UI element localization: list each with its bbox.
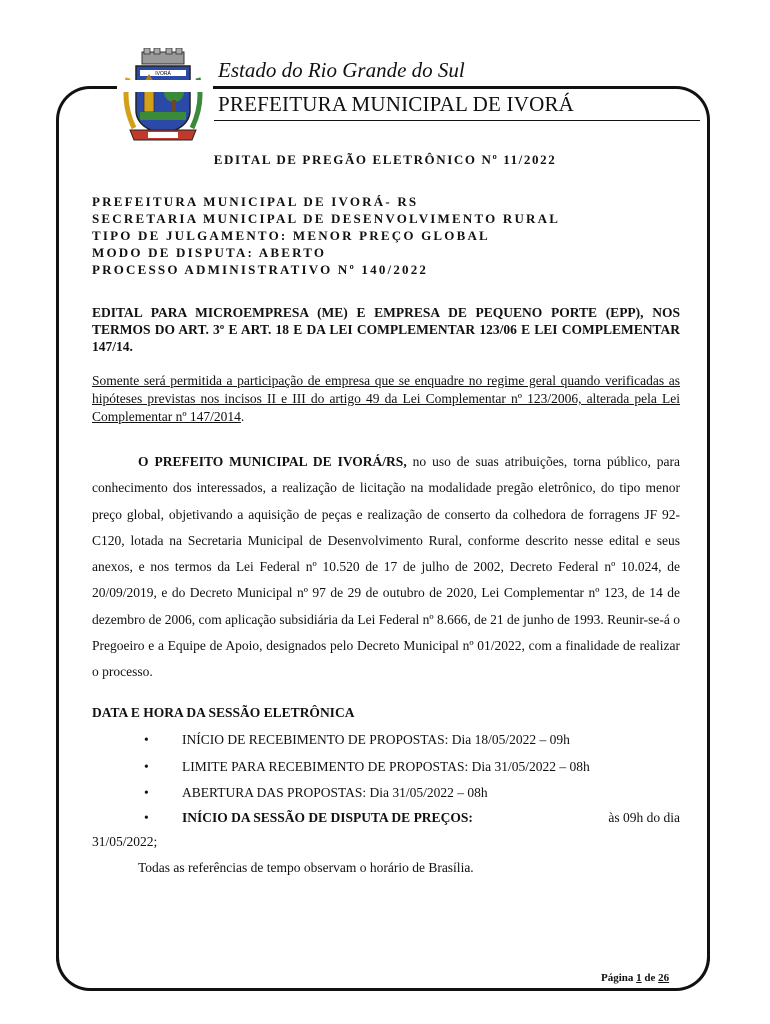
body-paragraph [92, 449, 680, 686]
list-item-text: LIMITE PARA RECEBIMENTO DE PROPOSTAS: Dia 31/05/2022 – 08h [182, 759, 590, 774]
body-text: no uso de suas atribuições, torna público, para conhecimento dos interessados, a realização de licitação na modalidade pregão eletrônico, do tipo menor preço global, objetivando a aquisição de peças e realização de conserto da colhedora de forragens JF 92-C120, lotada na Secretaria Municipal de Desenvolvimento Rural, conforme descrito nesse edital e seus anexos, e nos termos da Lei Federal nº 10.520 de 17 de julho de 2002, Decreto Federal nº 10.024, de 20/09/2019, e do Decreto Municipal nº 97 de 29 de outubro de 2020, Lei Complementar nº 123, de 14 de dezembro de 2006, com aplicação subsidiária da Lei Federal nº 8.666, de 21 de junho de 1993. Reunir-se-á o Pregoeiro e a Equipe de Apoio, designados pelo Decreto Municipal nº 01/2022, com a finalidade de realizar o processo. [92, 454, 681, 680]
info-line: PREFEITURA MUNICIPAL DE IVORÁ- RS [92, 194, 419, 209]
frame-gap [117, 80, 213, 92]
page-total: 26 [658, 972, 670, 984]
list-item-continuation: 31/05/2022; [92, 834, 158, 849]
edital-info-block [92, 193, 560, 278]
notice-text: Somente será permitida a participação de empresa que se enquadre no regime geral quando verificadas as hipóteses previstas nos incisos II e III do artigo 49 da Lei Complementar nº 123/2006, alterada pela Lei Complementar nº 147/2014 [92, 373, 680, 424]
timezone-note: Todas as referências de tempo observam o horário de Brasília. [138, 860, 474, 875]
header-rule [214, 120, 700, 121]
bullet-icon: • [144, 759, 149, 774]
body-lead: O PREFEITO MUNICIPAL DE IVORÁ/RS, [138, 454, 407, 469]
info-line: PROCESSO ADMINISTRATIVO Nº 140/2022 [92, 262, 429, 277]
bullet-icon: • [144, 810, 149, 825]
state-name: Estado do Rio Grande do Sul [218, 58, 465, 82]
list-item-bold: INÍCIO DA SESSÃO DE DISPUTA DE PREÇOS: [182, 810, 473, 825]
edital-title: EDITAL DE PREGÃO ELETRÔNICO Nº 11/2022 [213, 152, 557, 167]
bullet-icon: • [144, 732, 149, 747]
list-item-text: INÍCIO DE RECEBIMENTO DE PROPOSTAS: Dia 18/05/2022 – 09h [182, 732, 570, 747]
list-item-text: às 09h do dia [608, 810, 680, 825]
prefeitura-name: PREFEITURA MUNICIPAL DE IVORÁ [218, 92, 575, 116]
info-line: MODO DE DISPUTA: ABERTO [92, 245, 327, 260]
notice-period: . [240, 409, 245, 424]
info-line: SECRETARIA MUNICIPAL DE DESENVOLVIMENTO RURAL [92, 211, 561, 226]
crest-text: IVORÁ [155, 71, 171, 77]
page-prefix: Página [601, 972, 634, 984]
list-item-text: ABERTURA DAS PROPOSTAS: Dia 31/05/2022 – 08h [182, 785, 488, 800]
bullet-icon: • [144, 785, 149, 800]
info-line: TIPO DE JULGAMENTO: MENOR PREÇO GLOBAL [92, 228, 490, 243]
page-current: 1 [636, 972, 642, 984]
session-datetime-heading: DATA E HORA DA SESSÃO ELETRÔNICA [92, 705, 355, 720]
page-sep: de [644, 972, 656, 984]
page-number [599, 972, 671, 984]
participation-notice [92, 372, 680, 426]
me-epp-paragraph: EDITAL PARA MICROEMPRESA (ME) E EMPRESA DE PEQUENO PORTE (EPP), NOS TERMOS DO ART. 3º E ART. 18 E DA LEI COMPLEMENTAR 123/06 E LEI COMPLEMENTAR 147/14. [92, 305, 680, 354]
